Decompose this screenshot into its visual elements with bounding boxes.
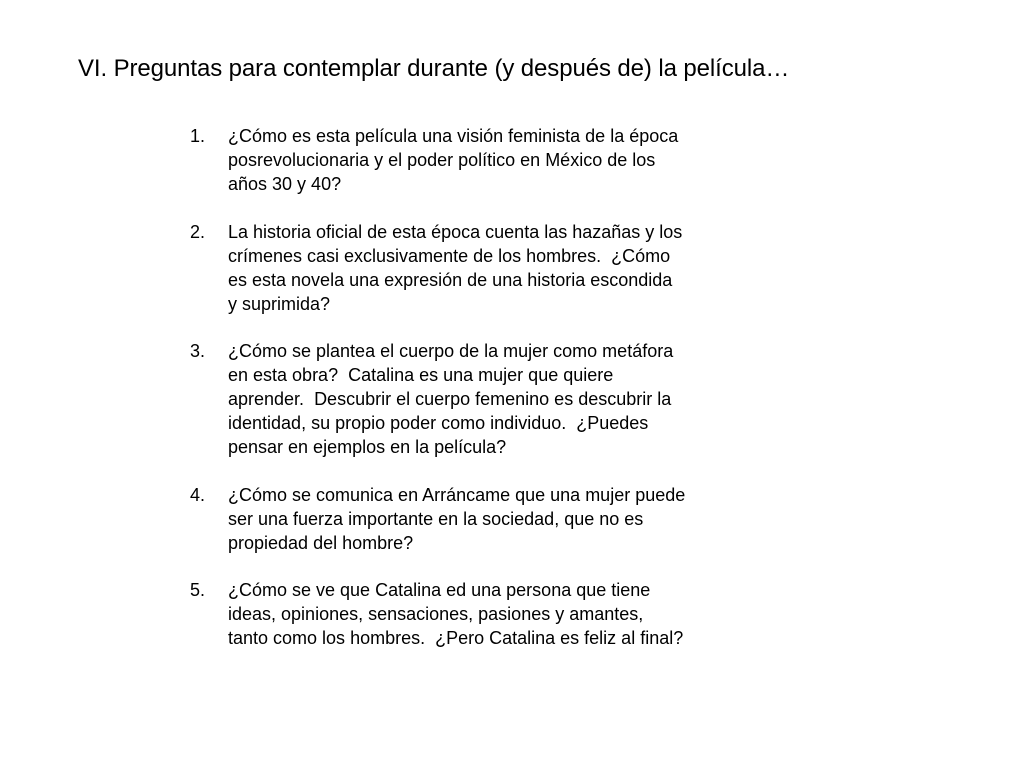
question-item-2 [190,220,750,316]
question-line: posrevolucionaria y el poder político en México de los [228,150,656,170]
question-line: ideas, opiniones, sensaciones, pasiones y amantes, [228,604,644,624]
question-number: 5. [190,580,206,600]
question-line: y suprimida? [228,293,331,314]
question-line: aprender. Descubrir el cuerpo femenino es descubrir la [228,389,672,409]
question-number: 1. [190,126,206,146]
slide-title: VI. Preguntas para contemplar durante (y después de) la película… [78,55,790,82]
question-line: crímenes casi exclusivamente de los hombres. ¿Cómo [228,245,671,266]
question-line: La historia oficial de esta época cuenta las hazañas y los [228,221,683,242]
question-item-4 [190,483,750,555]
question-line: ¿Cómo se ve que Catalina ed una persona que tiene [228,580,651,600]
question-line: es esta novela una expresión de una historia escondida [228,269,673,290]
question-line: identidad, su propio poder como individuo. ¿Puedes [228,413,649,433]
question-line: ¿Cómo se comunica en Arráncame que una mujer puede [228,484,686,505]
question-item-1 [190,124,750,196]
question-number: 2. [190,221,206,242]
question-item-5 [190,578,750,650]
question-item-3 [190,339,750,459]
question-line: ¿Cómo es esta película una visión feminista de la época [228,126,679,146]
question-line: propiedad del hombre? [228,532,414,553]
question-line: tanto como los hombres. ¿Pero Catalina es feliz al final? [228,628,684,648]
question-line: en esta obra? Catalina es una mujer que quiere [228,365,614,385]
question-line: ser una fuerza importante en la sociedad, que no es [228,508,644,529]
question-number: 3. [190,341,206,361]
question-line: años 30 y 40? [228,174,342,194]
question-line: ¿Cómo se plantea el cuerpo de la mujer como metáfora [228,341,674,361]
question-number: 4. [190,484,206,505]
question-list [190,124,750,674]
question-line: pensar en ejemplos en la película? [228,437,507,457]
